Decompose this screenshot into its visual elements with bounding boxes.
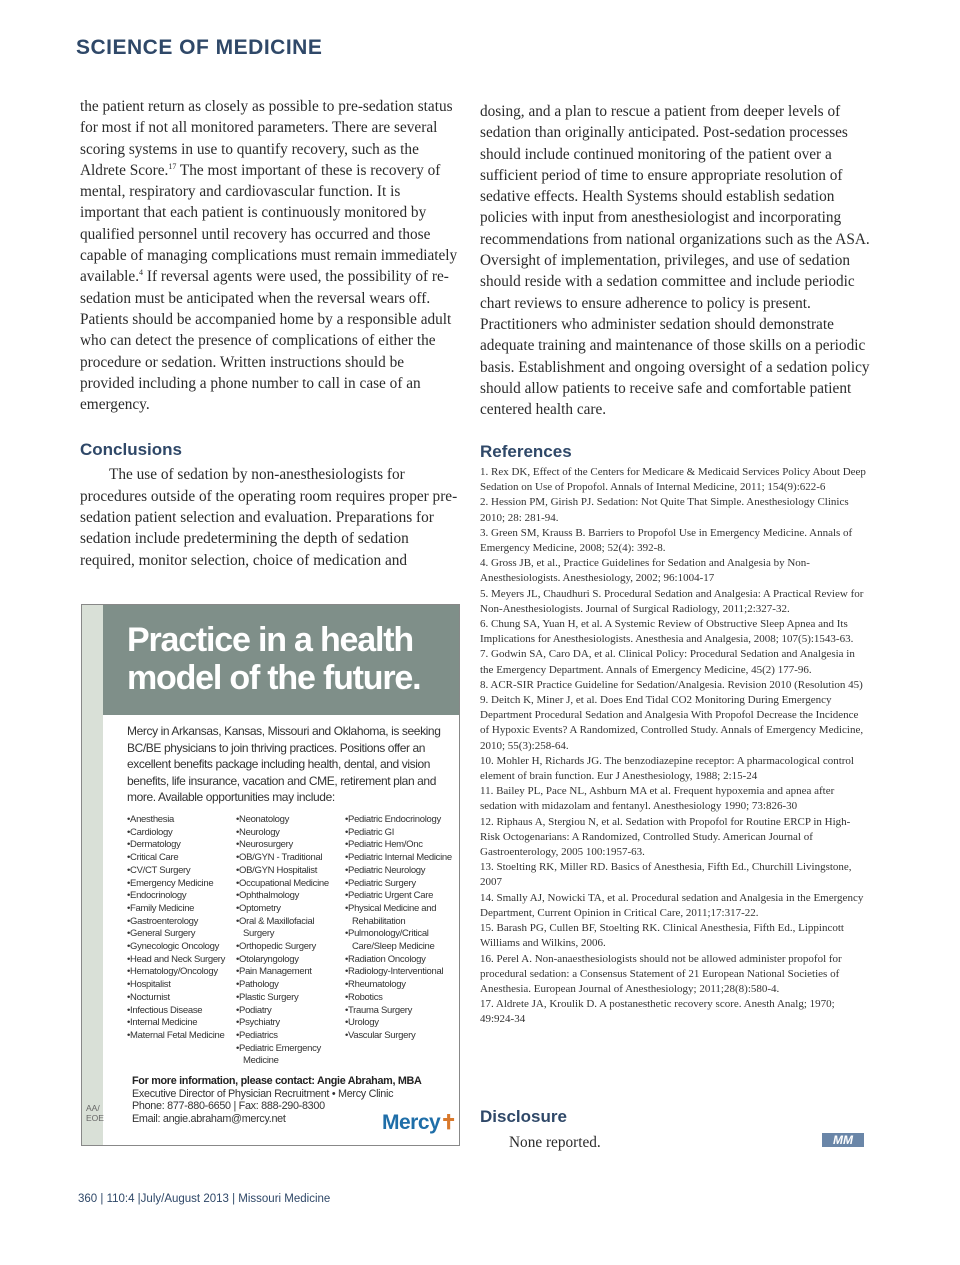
- specialty-item: • Plastic Surgery: [236, 992, 344, 1005]
- specialty-item: • Rheumatology: [345, 979, 455, 992]
- specialty-item: • Psychiatry: [236, 1017, 344, 1030]
- specialty-list-1: [127, 814, 233, 1043]
- specialty-item: • Occupational Medicine: [236, 878, 344, 891]
- reference-item: 12. Riphaus A, Stergiou N, et al. Sedation with Propofol for Routine ERCP in High-Risk Octogenarians: A Randomized, Controlled Study. American Journal of Gastroenterology, 2005 100:1957-63.: [480, 815, 851, 859]
- ad-intro: Mercy in Arkansas, Kansas, Missouri and Oklahoma, is seeking BC/BE physicians to join thriving practices. Positions offer an excellent benefits package including health, dental, and vision benefits, life insurance, vacation and CME, retirement plan and more. Available opportunities may include:: [127, 724, 441, 804]
- specialty-item: • Oral & Maxillofacial Surgery: [236, 916, 344, 941]
- specialty-item: • Internal Medicine: [127, 1017, 233, 1030]
- specialty-item: • Trauma Surgery: [345, 1005, 455, 1018]
- specialty-item: • Urology: [345, 1017, 455, 1030]
- specialty-item: • Radiation Oncology: [345, 954, 455, 967]
- contact-phone: Phone: 877-880-6650 | Fax: 888-290-8300: [132, 1100, 325, 1112]
- disclosure-text: None reported.: [509, 1134, 601, 1151]
- specialty-item: • Pediatric GI: [345, 827, 455, 840]
- specialty-item: • Critical Care: [127, 852, 233, 865]
- reference-item: 9. Deitch K, Miner J, et al. Does End Tidal CO2 Monitoring During Emergency Department Procedural Sedation and Analgesia With Propofol Decrease the Incidence of Hypoxic Events? A Randomized, Controlled Study. Annals of Emergency Medicine, 2010; 55(3):258-64.: [480, 694, 864, 752]
- specialty-item: • Pain Management: [236, 966, 344, 979]
- reference-item: 16. Perel A. Non-anaesthesiologists should not be allowed administer propofol for procedural sedation: a Consensus Statement of 21 European National Societies of Anesthesia. European Journal of Anesthesiology; 2011;28(8):580-4.: [480, 952, 842, 995]
- specialty-item: • Nocturnist: [127, 992, 233, 1005]
- page-footer: 360 | 110:4 |July/August 2013 | Missouri Medicine: [78, 1193, 331, 1205]
- specialty-item: • Dermatology: [127, 839, 233, 852]
- reference-item: 2. Hession PM, Girish PJ. Sedation: Not Quite That Simple. Anesthesiology Clinics 2010; 28: 281-94.: [480, 496, 849, 524]
- reference-item: 1. Rex DK, Effect of the Centers for Medicare & Medicaid Services Policy About Deep Sedation on Use of Propofol. Annals of Internal Medicine, 2011; 154(9):622-6: [480, 466, 866, 494]
- reference-item: 3. Green SM, Krauss B. Barriers to Propofol Use in Emergency Medicine. Annals of Emergency Medicine, 2008; 52(4): 392-8.: [480, 526, 853, 555]
- specialty-item: • Otolaryngology: [236, 954, 344, 967]
- specialty-item: • Optometry: [236, 903, 344, 916]
- citation-4: 4: [139, 268, 144, 278]
- specialty-item: • Radiology-Interventional: [345, 966, 455, 979]
- reference-item: 4. Gross JB, et al., Practice Guidelines for Sedation and Analgesia by Non-Anesthesiologists. Anesthesiology, 2002; 96:1004-17: [480, 557, 810, 585]
- specialty-item: • Neurology: [236, 827, 344, 840]
- specialty-item: • Anesthesia: [127, 814, 233, 827]
- specialty-item: • Pediatric Endocrinology: [345, 814, 455, 827]
- specialty-item: • Pediatric Hem/Onc: [345, 839, 455, 852]
- specialty-item: • Podiatry: [236, 1005, 344, 1018]
- specialty-item: • Hematology/Oncology: [127, 966, 233, 979]
- recruitment-ad: [81, 604, 460, 1146]
- specialty-item: • Physical Medicine and Rehabilitation: [345, 903, 455, 928]
- reference-item: 7. Godwin SA, Caro DA, et al. Clinical Policy: Procedural Sedation and Analgesia in the Emergency Department. Annals of Emergency Medicine, 45(2) 177-96.: [480, 648, 855, 676]
- reference-item: 8. ACR-SIR Practice Guideline for Sedation/Analgesia. Revision 2010 (Resolution 45): [480, 678, 863, 691]
- specialty-item: • OB/GYN - Traditional: [236, 852, 344, 865]
- specialty-item: • Vascular Surgery: [345, 1030, 455, 1043]
- specialty-item: • Endocrinology: [127, 890, 233, 903]
- specialty-item: • General Surgery: [127, 928, 233, 941]
- specialty-item: • Gynecologic Oncology: [127, 941, 233, 954]
- specialty-item: • Pediatric Urgent Care: [345, 890, 455, 903]
- specialty-item: • Neurosurgery: [236, 839, 344, 852]
- reference-item: 13. Stoelting RK, Miller RD. Basics of Anesthesia, Fifth Ed., Churchill Livingstone, 2007: [480, 861, 852, 889]
- specialty-item: • Pediatrics: [236, 1030, 344, 1043]
- right-column: [480, 101, 870, 462]
- aa-eoe-label: AA/ EOE: [86, 1103, 104, 1123]
- contact-title: Executive Director of Physician Recruitment • Mercy Clinic: [132, 1087, 394, 1100]
- specialty-item: • Orthopedic Surgery: [236, 941, 344, 954]
- references-list: [480, 465, 870, 1028]
- specialty-item: • Pediatric Emergency Medicine: [236, 1043, 344, 1068]
- specialty-item: • Pediatric Surgery: [345, 878, 455, 891]
- reference-item: 11. Bailey PL, Pace NL, Ashburn MA et al. Frequent hypoxemia and apnea after sedation with midazolam and fentanyl. Anesthesiology 1990; 73:826-30: [480, 785, 835, 813]
- specialty-item: • Cardiology: [127, 827, 233, 840]
- specialty-item: • Gastroenterology: [127, 916, 233, 929]
- ad-headline: Practice in a health model of the future.: [127, 621, 421, 697]
- specialty-item: • Robotics: [345, 992, 455, 1005]
- reference-item: 10. Mohler H, Richards JG. The benzodiazepine receptor: A pharmacological control element of brain function. Eur J Anesthesiology, 1988; 2:15-24: [480, 754, 854, 783]
- mm-badge: MM: [822, 1133, 864, 1147]
- reference-item: 15. Barash PG, Cullen BF, Stoelting RK. Clinical Anesthesia, Fifth Ed., Lippincott Williams and Wilkins, 2006.: [480, 922, 844, 950]
- section-title: SCIENCE OF MEDICINE: [76, 36, 323, 59]
- left-column: [80, 96, 458, 571]
- specialty-item: • Family Medicine: [127, 903, 233, 916]
- specialty-item: • Ophthalmology: [236, 890, 344, 903]
- specialty-item: • Emergency Medicine: [127, 878, 233, 891]
- conclusions-heading: Conclusions: [80, 440, 183, 460]
- mercy-logo: [382, 1110, 456, 1135]
- specialty-item: • Neonatology: [236, 814, 344, 827]
- contact-line: For more information, please contact: Angie Abraham, MBA: [132, 1075, 422, 1087]
- right-paragraph: dosing, and a plan to rescue a patient from deeper levels of sedation than originally anticipated. Post-sedation processes should include continued monitoring of the patient over a sufficient period of time to ensure appropriate resolution of sedative effects. Health Systems should establish sedation policies with input from anesthesiologist and incorporating recommendations from national organizations such as the ASA. Oversight of implementation, privileges, and use of sedation should reside with a sedation committee and include periodic chart reviews to ensure adherence to policy is present. Practitioners who administer sedation should demonstrate adequate training and maintenance of those skills on a periodic basis. Establishment and ongoing oversight of a sedation policy should allow patients to receive safe and comfortable patient centered health care.: [480, 103, 870, 419]
- specialty-item: • Pediatric Internal Medicine: [345, 852, 455, 865]
- specialty-item: • Maternal Fetal Medicine: [127, 1030, 233, 1043]
- citation-17: 17: [168, 161, 177, 171]
- mercy-logo-text: Mercy: [382, 1111, 441, 1134]
- specialty-item: • Hospitalist: [127, 979, 233, 992]
- specialty-list-3: [345, 814, 455, 1043]
- ad-side-strip: [82, 605, 103, 1145]
- specialty-item: • Pediatric Neurology: [345, 865, 455, 878]
- reference-item: 17. Aldrete JA, Kroulik D. A postanesthetic recovery score. Anesth Analg; 1970; 49:924-34: [480, 998, 835, 1026]
- specialty-item: • Pulmonology/Critical Care/Sleep Medicine: [345, 928, 455, 953]
- specialty-item: • Infectious Disease: [127, 1005, 233, 1018]
- specialty-item: • Head and Neck Surgery: [127, 954, 233, 967]
- disclosure-heading: Disclosure: [480, 1107, 567, 1126]
- references-heading: References: [480, 442, 572, 462]
- specialty-item: • CV/CT Surgery: [127, 865, 233, 878]
- conclusions-text: The use of sedation by non-anesthesiologists for procedures outside of the operating room requires proper pre-sedation patient selection and evaluation. Preparations for sedation include predetermining the depth of sedation required, monitor selection, choice of medication and: [80, 466, 458, 569]
- reference-item: 5. Meyers JL, Chaudhuri S. Procedural Sedation and Analgesia: A Practical Review for Non-Anesthesiologists. Journal of Surgical Radiology, 2011;2:327-32.: [480, 587, 864, 615]
- contact-email: Email: angie.abraham@mercy.net: [132, 1112, 286, 1125]
- specialty-item: • OB/GYN Hospitalist: [236, 865, 344, 878]
- reference-item: 6. Chung SA, Yuan H, et al. A Systemic Review of Obstructive Sleep Apnea and Its Implications for Anesthesiologists. Anesthesia and Analgesia, 2008; 107(5):1543-63.: [480, 618, 854, 646]
- specialty-item: • Pathology: [236, 979, 344, 992]
- specialty-list-2: [236, 814, 344, 1068]
- left-paragraph: the patient return as closely as possible to pre-sedation status for most if not all monitored parameters. There are several scoring systems in use to quantify recovery, such as the Aldrete Score.$^{17}$ The most important of these is recovery of mental, respiratory and cardiovascular function. It is important that each patient is continuously monitored by qualified personnel until recovery has occurred and those capable of managing complications must remain immediately available.$^4$ If reversal agents were used, the possibility of re-sedation must be anticipated when the reversal wears off. Patients should be accompanied home by a responsible adult who can detect the presence of complications of either the procedure or sedation. Written instructions should be provided including a phone number to call in case of an emergency.: [80, 98, 458, 414]
- reference-item: 14. Smally AJ, Nowicki TA, et al. Procedural sedation and Analgesia in the Emergency Department, Current Opinion in Critical Care, 2011;17:317-22.: [480, 891, 864, 919]
- cross-icon: ✝: [440, 1112, 457, 1134]
